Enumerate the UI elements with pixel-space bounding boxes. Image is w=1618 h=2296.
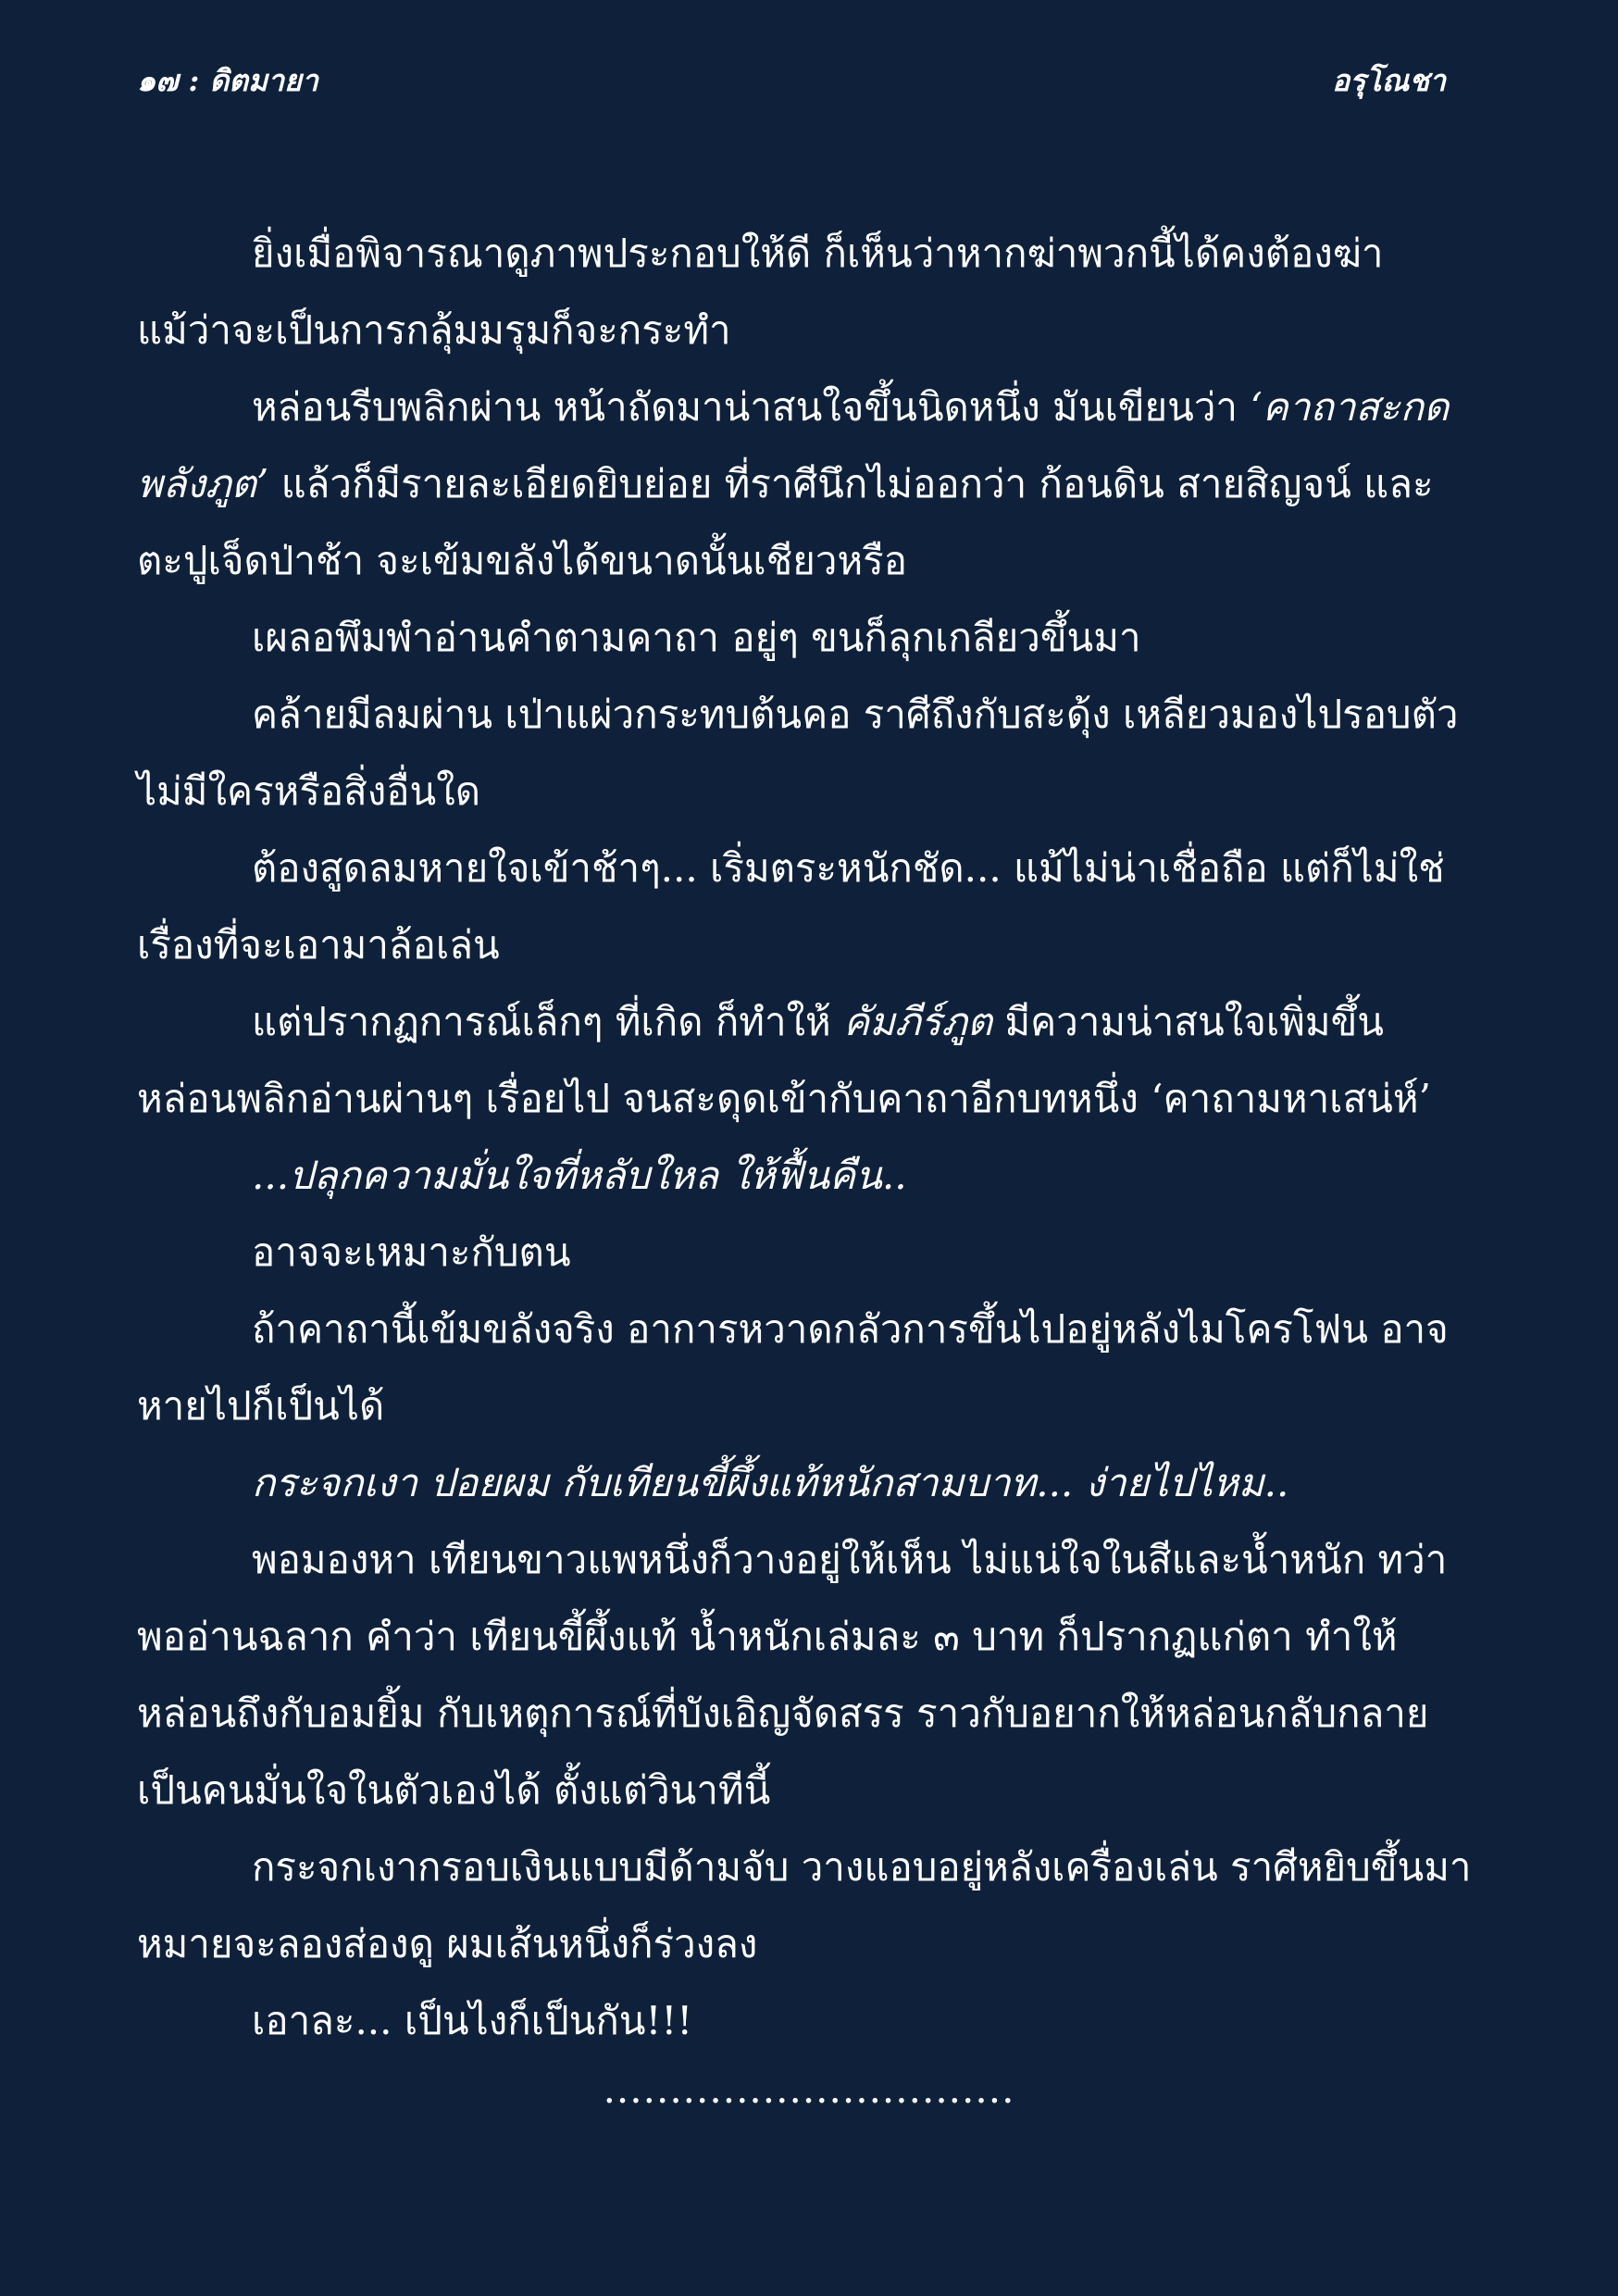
paragraph-text: ยิ่งเมื่อพิจารณาดูภาพประกอบให้ดี ก็เห็นว่าหากฆ่าพวกนี้ได้คงต้องฆ่า แม้ว่าจะเป็นการกลุ้มมรุมก็จะกระทำ [137,231,1384,353]
paragraph-text: อาจจะเหมาะกับตน [252,1229,571,1275]
paragraph [137,1982,1488,2059]
page-header [137,57,1446,104]
paragraph-text: มีความน่าสนใจเพิ่มขึ้น หล่อนพลิกอ่านผ่านๆ เรื่อยไป จนสะดุดเข้ากับคาถาอีกบทหนึ่ง ‘คาถามหาเสน่ห์’ [137,999,1431,1121]
paragraph-text: แต่ปรากฏการณ์เล็กๆ ที่เกิด ก็ทำให้ [252,999,844,1044]
paragraph-text: ...ปลุกความมั่นใจที่หลับใหล ให้ฟื้นคืน.. [252,1153,907,1198]
paragraph-text: เผลอพึมพำอ่านคำตามคาถา อยู่ๆ ขนก็ลุกเกลียวขึ้นมา [252,615,1141,660]
paragraph-italic [137,1137,1488,1214]
story-body [137,215,1488,2059]
paragraph-text: ถ้าคาถานี้เข้มขลังจริง อาการหวาดกลัวการขึ้นไปอยู่หลังไมโครโฟน อาจหายไปก็เป็นได้ [137,1306,1449,1429]
paragraph-text: กระจกเงากรอบเงินแบบมีด้ามจับ วางแอบอยู่หลังเครื่องเล่น ราศีหยิบขึ้นมาหมายจะลองส่องดู ผมเส้นหนึ่งก็ร่วงลง [137,1844,1472,1966]
paragraph [137,1291,1488,1444]
paragraph [137,1521,1488,1828]
paragraph-text: หล่อนรีบพลิกผ่าน หน้าถัดมาน่าสนใจขึ้นนิดหนึ่ง มันเขียนว่า [252,384,1251,430]
author-name: อรุโณชา [1332,63,1446,98]
paragraph [137,983,1488,1137]
paragraph-text: เอาละ... เป็นไงก็เป็นกัน!!! [252,1998,693,2043]
paragraph [137,215,1488,368]
paragraph-text: กระจกเงา ปอยผม กับเทียนขี้ผึ้งแท้หนักสามบาท... ง่ายไปไหม.. [252,1460,1289,1505]
paragraph [137,1828,1488,1982]
paragraph [137,676,1488,830]
paragraph-text: แล้วก็มีรายละเอียดยิบย่อย ที่ราศีนึกไม่ออกว่า ก้อนดิน สายสิญจน์ และตะปูเจ็ดป่าช้า จะเข้มขลังได้ขนาดนั้นเชียวหรือ [137,461,1434,583]
paragraph [137,599,1488,676]
paragraph [137,368,1488,599]
paragraph [137,1214,1488,1291]
chapter-title: ๑๗ : ดิตมายา [137,63,318,98]
paragraph-text: ต้องสูดลมหายใจเข้าช้าๆ... เริ่มตระหนักชัด... แม้ไม่น่าเชื่อถือ แต่ก็ไม่ใช่เรื่องที่จะเอามาล้อเล่น [137,845,1445,967]
paragraph-italic [137,1444,1488,1521]
paragraph-text: คล้ายมีลมผ่าน เป่าแผ่วกระทบต้นคอ ราศีถึงกับสะดุ้ง เหลียวมองไปรอบตัว ไม่มีใครหรือสิ่งอื่นใด [137,692,1459,814]
paragraph [137,830,1488,983]
book-title: คัมภีร์ภูต [843,999,993,1044]
paragraph-text: พอมองหา เทียนขาวแพหนึ่งก็วางอยู่ให้เห็น ไม่แน่ใจในสีและน้ำหนัก ทว่าพออ่านฉลาก คำว่า เทียนขี้ผึ้งแท้ น้ำหนักเล่มละ ๓ บาท ก็ปรากฏแก่ตา ทำให้หล่อนถึงกับอมยิ้ม กับเหตุการณ์ที่บังเอิญจัดสรร ราวกับอยากให้หล่อนกลับกลายเป็นคนมั่นใจในตัวเองได้ ตั้งแต่วินาทีนี้ [137,1537,1448,1813]
section-separator: ............................... [603,2066,1015,2112]
spell-title: ‘คาถาสะกดพลังภูต’ [137,384,1450,506]
